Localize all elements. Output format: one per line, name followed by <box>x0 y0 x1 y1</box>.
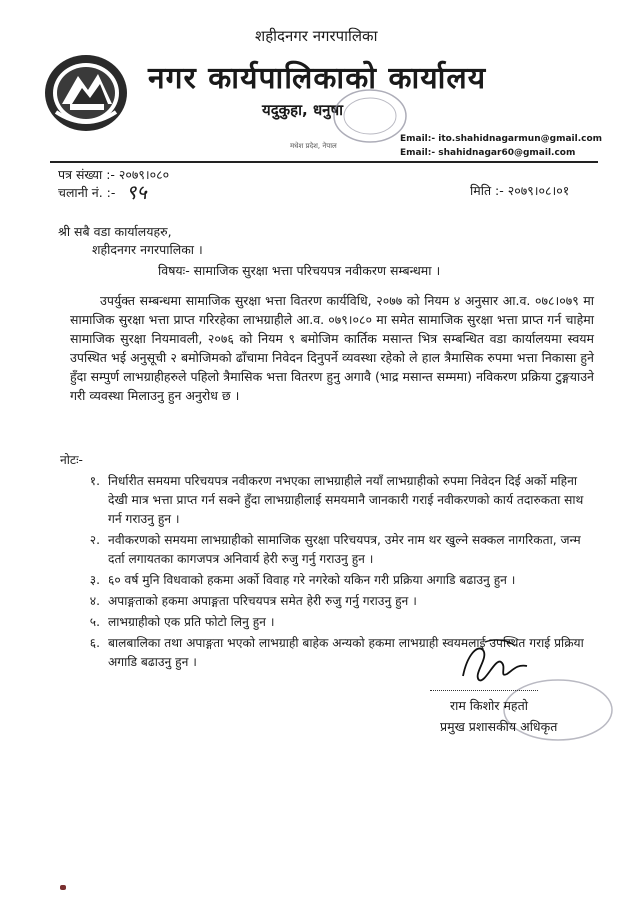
note-item <box>60 531 600 569</box>
letter-subject: विषयः- सामाजिक सुरक्षा भत्ता परिचयपत्र नवीकरण सम्बन्धमा । <box>158 263 441 278</box>
office-title: नगर कार्यपालिकाको कार्यालय <box>148 61 487 96</box>
note-text: निर्धारीत समयमा परिचयपत्र नवीकरण नभएका लाभग्राहीले नयाँ लाभग्राहीको रुपमा निवेदन दिई अर्को महिना देखी मात्र भत्ता प्राप्त गर्न सक्ने हुँदा लाभग्राहीलाई समयमानै जानकारी गराई नवीकरणको कार्य तदारुकता साथ गर्न गराउनु हुन । <box>108 474 584 526</box>
chalani-label: चलानी नं. :- <box>58 185 116 200</box>
note-number: ४. <box>89 594 100 608</box>
office-address: यदुकुहा, धनुषा <box>262 101 344 119</box>
signatory-name: राम किशोर महतो <box>450 698 528 713</box>
note-item <box>60 571 600 590</box>
note-text: अपाङ्गताको हकमा अपाङ्गता परिचयपत्र समेत हेरी रुजु गर्नु गराउनु हुन । <box>108 594 417 608</box>
note-text: बालबालिका तथा अपाङ्गता भएको लाभग्राही बाहेक अन्यको हकमा लाभग्राही स्वयमलाई उपस्थित गराई प्रक्रिया अगाडि बढाउनु हुन । <box>108 636 584 669</box>
email-line-1: Email:- ito.shahidnagarmun@gmail.com <box>400 134 603 144</box>
addressee-line-2: शहीदनगर नगरपालिका । <box>92 242 203 257</box>
header-divider <box>50 161 598 163</box>
letter-body: उपर्युक्त सम्बन्धमा सामाजिक सुरक्षा भत्ता वितरण कार्यविधि, २०७७ को नियम ४ अनुसार आ.व. ०७८।०७९ मा सामाजिक सुरक्षा भत्ता प्राप्त गरिरहेका लाभग्राहीले आ.व. ०७९।०८० मा समेत सामाजिक सुरक्षा भत्ता प्राप्त गर्न चाहेमा सामाजिक सुरक्षा नियमावली, २०७६ को नियम ९ बमोजिम कार्तिक मसान्त भित्र सम्बन्धित वडा कार्यालयमा स्वयम उपस्थित भई अनुसूची २ बमोजिमको ढाँचामा निवेदन दिनुपर्ने व्यवस्था रहेको ले हाल त्रैमासिक रुपमा भत्ता निकासा हुने हुँदा सम्पुर्ण लाभग्राहीहरुले पहिलो त्रैमासिक भत्ता वितरण हुनु अगावै (भाद्र मसान्त सम्ममा) नविकरण प्रक्रिया टुङ्गयाउने गरी व्यवस्था मिलाउनु हुन अनुरोध छ । <box>70 293 594 403</box>
patra-sankhya: पत्र संख्या :- २०७९।०८० <box>58 167 170 182</box>
municipality-name: शहीदनगर नगरपालिका <box>255 27 378 45</box>
note-number: ३. <box>89 573 100 587</box>
note-number: ६. <box>89 636 100 650</box>
ink-speck <box>60 885 66 890</box>
note-item <box>60 472 600 529</box>
chalani-number: ९५ <box>126 180 147 204</box>
municipality-logo <box>42 52 130 134</box>
province-text: मधेश प्रदेश, नेपाल <box>290 142 337 150</box>
note-text: नवीकरणको समयमा लाभग्राहीको सामाजिक सुरक्षा परिचयपत्र, उमेर नाम थर खुल्ने सक्कल नागरिकता, जन्म दर्ता लगायतका कागजपत्र अनिवार्य हेरी रुजु गर्नु गराउनु हुन । <box>108 533 581 566</box>
seal-stamp-header <box>300 88 410 150</box>
letter-date: मिति :- २०७९।०८।०१ <box>470 183 570 198</box>
note-item <box>60 613 600 632</box>
note-number: २. <box>89 533 100 547</box>
addressee-line-1: श्री सबै वडा कार्यालयहरु, <box>58 224 172 239</box>
note-text: लाभग्राहीको एक प्रति फोटो लिनु हुन । <box>108 615 275 629</box>
notes-label: नोटः- <box>60 453 83 467</box>
note-number: १. <box>89 474 100 488</box>
signature-line <box>430 690 538 691</box>
note-number: ५. <box>89 615 100 629</box>
signatory-title: प्रमुख प्रशासकीय अधिकृत <box>440 719 558 734</box>
email-line-2: Email:- shahidnagar60@gmail.com <box>400 148 576 158</box>
note-text: ६० वर्ष मुनि विधवाको हकमा अर्को विवाह गरे नगरेको यकिन गरी प्रक्रिया अगाडि बढाउनु हुन । <box>108 573 516 587</box>
note-item <box>60 592 600 611</box>
